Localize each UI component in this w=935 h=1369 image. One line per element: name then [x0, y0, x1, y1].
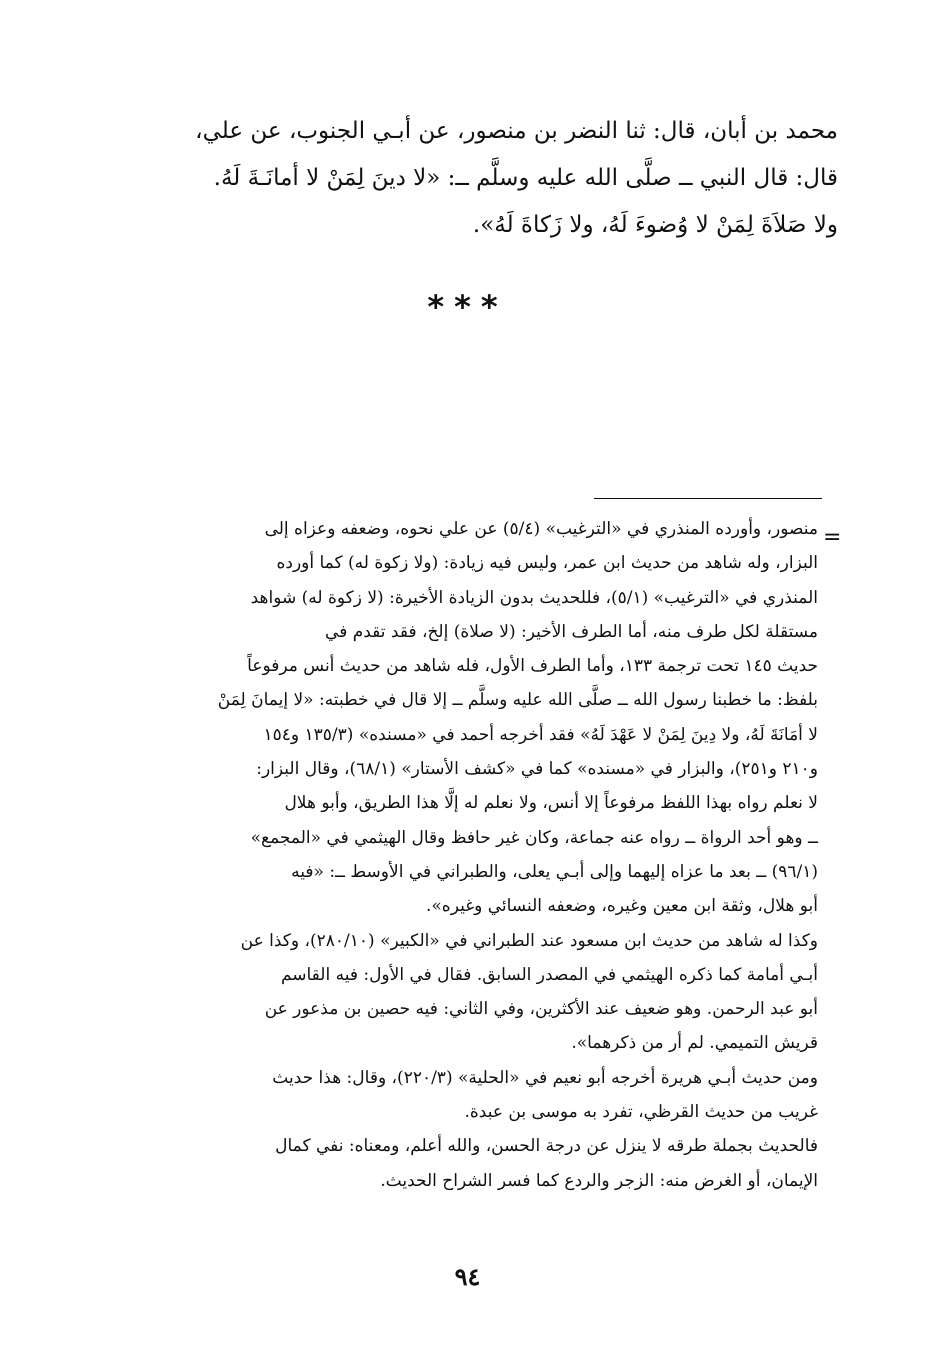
footnote-line: البزار، وله شاهد من حديث ابن عمر، وليس فيه زيادة: (ولا زكوة له) كما أورده: [276, 553, 818, 574]
footnote-line: لا نعلم رواه بهذا اللفظ مرفوعاً إلا أنس، ولا نعلم له إلَّا هذا الطريق، وأبو هلال: [284, 793, 818, 814]
footnotes-block: [100, 512, 818, 1198]
footnote-line: أبو عبد الرحمن. وهو ضعيف عند الأكثرين، وفي الثاني: فيه حصين بن مذعور عن: [264, 999, 818, 1020]
footnote-line: لا أمَانَةَ لَهُ، ولا دِينَ لِمَنْ لا عَهْدَ لَهُ» فقد أخرجه أحمد في «مسنده» (١٣٥/٣ و١٥٤: [263, 724, 818, 745]
footnote-line: ــ وهو أحد الرواة ــ رواه عنه جماعة، وكان غير حافظ وقال الهيثمي في «المجمع»: [250, 827, 818, 848]
footnote-line: الإيمان، أو الغرض منه: الزجر والردع كما فسر الشراح الحديث.: [380, 1170, 818, 1191]
footnote-continuation-mark: =: [823, 525, 842, 550]
footnote-line: ومن حديث أبـي هريرة أخرجه أبو نعيم في «الحلية» (٢٢٠/٣)، وقال: هذا حديث: [272, 1067, 818, 1088]
footnote-line: (٩٦/١) ــ بعد ما عزاه إليهما وإلى أبـي يعلى، والطبراني في الأوسط ــ: «فيه: [291, 861, 818, 882]
footnote-line: وكذا له شاهد من حديث ابن مسعود عند الطبراني في «الكبير» (٢٨٠/١٠)، وكذا عن: [240, 930, 818, 951]
footnote-line: حديث ١٤٥ تحت ترجمة ١٣٣، وأما الطرف الأول، فله شاهد من حديث أنس مرفوعاً: [247, 656, 818, 677]
footnote-line: و٢١٠ و٢٥١)، والبزار في «مسنده» كما في «كشف الأستار» (٦٨/١)، وقال البزار:: [256, 759, 818, 780]
footnote-line: قريش التميمي. لم أر من ذكرهما».: [571, 1033, 818, 1054]
main-text-line: ولا صَلاَةَ لِمَنْ لا وُضوءَ لَهُ، ولا زَكاةَ لَهُ».: [472, 212, 838, 238]
page-number: ٩٤: [454, 1262, 481, 1291]
footnote-line: منصور، وأورده المنذري في «الترغيب» (٥/٤) عن علي نحوه، وضعفه وعزاه إلى: [264, 519, 818, 539]
footnote-line: المنذري في «الترغيب» (٥/١)، فللحديث بدون الزيادة الأخيرة: (لا زكوة له) شواهد: [250, 587, 818, 608]
footnote-divider: [594, 498, 822, 499]
footnote-line: غريب من حديث القرظي، تفرد به موسى بن عبدة.: [464, 1102, 818, 1123]
main-text-line: قال: قال النبي ــ صلَّى الله عليه وسلَّم ــ: «لا دينَ لِمَنْ لا أمانَـةَ لَهُ.: [213, 165, 838, 191]
footnote-line: أبـي أمامة كما ذكره الهيثمي في المصدر السابق. فقال في الأول: فيه القاسم: [280, 964, 818, 985]
main-text-block: [100, 108, 838, 249]
section-separator: ***: [427, 288, 508, 326]
main-text-line: محمد بن أبان، قال: ثنا النضر بن منصور، عن أبـي الجنوب، عن علي،: [195, 118, 838, 144]
footnote-line: مستقلة لكل طرف منه، أما الطرف الأخير: (لا صلاة) إلخ، فقد تقدم في: [325, 621, 818, 642]
footnote-line: فالحديث بجملة طرقه لا ينزل عن درجة الحسن، والله أعلم، ومعناه: نفي كمال: [275, 1136, 818, 1157]
footnote-line: بلفظ: ما خطبنا رسول الله ــ صلَّى الله عليه وسلَّم ــ إلا قال في خطبته: «لا إيمانَ لِمَنْ: [217, 690, 818, 711]
footnote-line: أبو هلال، وثقة ابن معين وغيره، وضعفه النسائي وغيره».: [425, 896, 818, 917]
